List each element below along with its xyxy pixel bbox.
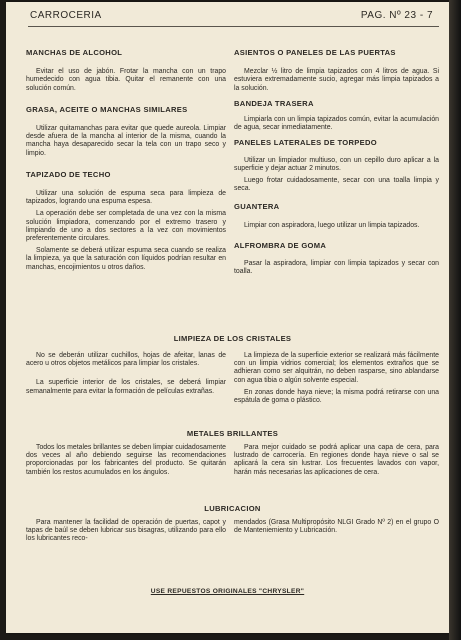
section-cristales-title — [26, 335, 439, 343]
cristales-right-column — [234, 352, 439, 405]
paragraph: Evitar el uso de jabón. Frotar la mancha con un trapo humedecido con agua tibia. Quitar el remanente con una solución común. — [26, 68, 226, 92]
heading-cristales: LIMPIEZA DE LOS CRISTALES — [173, 334, 292, 343]
document-page — [6, 2, 449, 633]
section-title: CARROCERIA — [30, 10, 102, 21]
heading-guantera: GUANTERA — [234, 202, 280, 212]
paragraph: Limpiar con aspiradora, luego utilizar un limpia tapizados. — [244, 221, 420, 229]
heading-alcohol: MANCHAS DE ALCOHOL — [26, 48, 123, 57]
upper-left-column — [26, 49, 226, 272]
paragraph: Para mejor cuidado se podrá aplicar una capa de cera, para lustrado de carrocería. En regiones donde haya nieve o sal se aplicará la cera sin lustrar. Los frecuentes lavados con vapor, harán más necesarias las aplicaciones de cera. — [234, 444, 439, 476]
section-metales-title — [26, 430, 439, 438]
page-number: PAG. Nº 23 - 7 — [360, 10, 433, 21]
heading-grasa: GRASA, ACEITE O MANCHAS SIMILARES — [26, 104, 188, 114]
paragraph: Utilizar una solución de espuma seca para limpieza de tapizados, logrando una espuma espesa. — [26, 190, 226, 206]
lubricacion-left-column — [26, 519, 226, 544]
paragraph: Para mantener la facilidad de operación de puertas, capot y tapas de baúl se deben lubricar sus bisagras, utilizando para ello los lubricantes reco- — [26, 519, 226, 543]
footer-note: USE REPUESTOS ORIGINALES "CHRYSLER" — [150, 588, 305, 595]
paragraph: La limpieza de la superficie exterior se realizará más fácilmente con un limpia vidrios comercial; los elementos extraños que se adhieran como ser alquitrán, no deben rasparse, sino ablandarse con agua tibia o algún solvente especial. — [234, 352, 439, 384]
header-rule — [28, 26, 439, 27]
metales-left-column — [26, 444, 226, 477]
paragraph: En zonas donde haya nieve; la misma podrá retirarse con una espátula de goma o plástico. — [234, 388, 439, 405]
heading-techo: TAPIZADO DE TECHO — [26, 169, 111, 179]
paragraph: Utilizar quitamanchas para evitar que quede aureola. Limpiar desde afuera de la mancha al interior de la misma, cuando la mancha haya desaparecido secar la tela con un trapo seco y limpio. — [26, 125, 226, 157]
paragraph: Solamente se deberá utilizar espuma seca cuando se realiza la limpieza, ya que la saturación con líquidos podrían resultar en manchas, encojimientos u otros daños. — [26, 247, 226, 271]
heading-torpedo: PANELES LATERALES DE TORPEDO — [234, 138, 377, 148]
paragraph: Utilizar un limpiador multiuso, con un cepillo duro aplicar a la superficie y dejar actuar 2 minutos. — [234, 156, 439, 172]
paragraph: Pasar la aspiradora, limpiar con limpia tapizados y secar con toalla. — [234, 260, 439, 276]
paragraph: Todos los metales brillantes se deben limpiar cuidadosamente dos veces al año debiendo seguirse las recomendaciones proporcionadas por los fabricantes del producto. Se quitarán también los restos acumulados en los ángulos. — [26, 444, 226, 476]
section-lubricacion-title — [26, 505, 439, 513]
heading-alfombra: ALFROMBRA DE GOMA — [234, 240, 327, 250]
paragraph: La operación debe ser completada de una vez con la misma solución limpiadora, comenzando por el extremo trasero y limpiando de uno a dos sectores a la vez con movimientos preferentemente circulares. — [26, 210, 226, 243]
lubricacion-right-column — [234, 519, 439, 535]
metales-right-column — [234, 444, 439, 477]
heading-lubricacion: LUBRICACION — [204, 504, 261, 513]
paragraph: La superficie interior de los cristales, se deberá limpiar semanalmente para evitar la formación de películas extrañas. — [26, 379, 226, 395]
paragraph: Limpiarla con un limpia tapizados común, evitar la acumulación de agua, secar inmediatamente. — [234, 116, 439, 132]
upper-right-column — [234, 49, 439, 276]
paragraph: Luego frotar cuidadosamente, secar con una toalla limpia y seca. — [234, 177, 439, 193]
binding-edge — [449, 0, 461, 640]
paragraph: Mezclar ½ litro de limpia tapizados con 4 litros de agua. Si estuviera extremadamente sucio, agregar más limpia tapizados a la solución. — [234, 68, 439, 92]
paragraph: No se deberán utilizar cuchillos, hojas de afeitar, lanas de acero u otros objetos metálicos para limpiar los cristales. — [26, 352, 226, 368]
heading-bandeja: BANDEJA TRASERA — [234, 98, 314, 108]
paragraph: mendados (Grasa Multipropósito NLGI Grado Nº 2) en el grupo O de Manteniemiento y Lubricación. — [234, 519, 439, 535]
heading-asientos: ASIENTOS O PANELES DE LAS PUERTAS — [234, 48, 396, 57]
heading-metales: METALES BRILLANTES — [186, 429, 279, 438]
page-header — [30, 10, 433, 24]
cristales-left-column — [26, 352, 226, 396]
